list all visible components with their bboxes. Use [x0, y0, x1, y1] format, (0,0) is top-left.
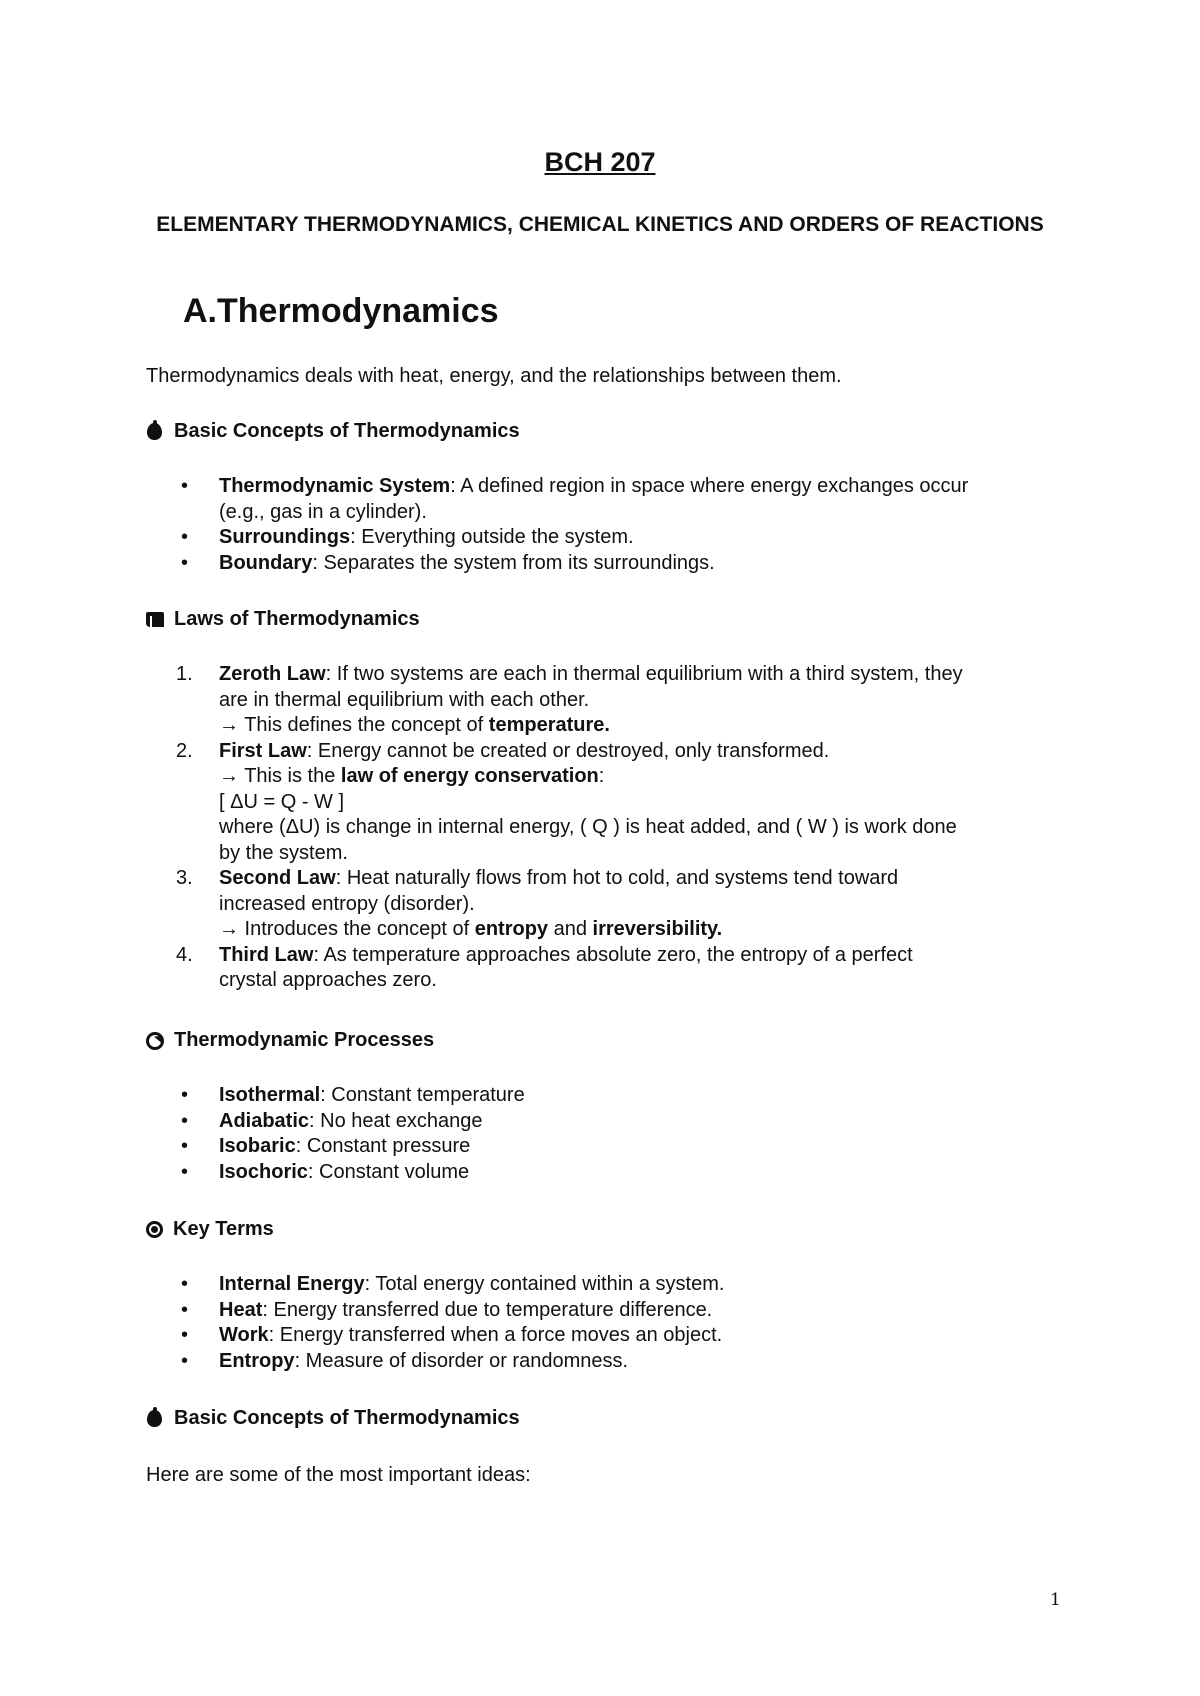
bullet: • [181, 1160, 189, 1183]
list-item [146, 1349, 1086, 1375]
bullet: • [181, 526, 189, 548]
section-title: A.Thermodynamics [183, 292, 499, 330]
term: First Law [219, 739, 307, 762]
arrow-note: → This defines the concept of [219, 714, 489, 736]
equation-explanation-cont: by the system. [219, 841, 348, 864]
list-item [146, 1160, 1086, 1186]
term: Boundary [219, 551, 313, 574]
list-item [146, 1323, 1086, 1349]
term: Internal Energy [219, 1273, 365, 1295]
list-item [146, 525, 1086, 551]
bullet: • [181, 1273, 189, 1295]
term: Surroundings [219, 526, 351, 548]
term: Thermodynamic System [219, 475, 451, 497]
arrow-post: : [598, 765, 605, 787]
list-item [146, 739, 1086, 867]
key-terms-list [146, 1272, 1086, 1374]
list-item [146, 943, 1086, 994]
bullet: • [181, 1109, 189, 1132]
bullet: • [181, 1135, 189, 1157]
definition: : Constant volume [307, 1160, 470, 1183]
cycle-icon [146, 1032, 164, 1050]
heading-text: Key Terms [173, 1218, 274, 1240]
term: Isobaric [219, 1135, 296, 1157]
arrow-term-2: irreversibility. [592, 918, 723, 940]
laws-list [146, 662, 1086, 994]
definition: : Total energy contained within a system. [364, 1273, 725, 1295]
definition-cont: increased entropy (disorder). [219, 892, 475, 915]
definition: : Constant temperature [320, 1084, 525, 1106]
processes-heading [146, 1029, 434, 1052]
term: Heat [219, 1298, 263, 1321]
list-item [146, 1109, 1086, 1135]
definition: : Measure of disorder or randomness. [294, 1349, 629, 1372]
equation-explanation: where (ΔU) is change in internal energy, ( Q ) is heat added, and ( W ) is work done [219, 816, 957, 838]
definition: : Separates the system from its surroundings. [312, 551, 715, 574]
basic-concepts-list [146, 474, 1086, 576]
list-item [146, 866, 1086, 943]
heading-text: Thermodynamic Processes [174, 1029, 435, 1051]
equation: [ ΔU = Q - W ] [219, 790, 345, 813]
drop-icon [146, 422, 164, 442]
bullet: • [181, 1324, 189, 1346]
item-number: 2. [176, 739, 193, 762]
term: Third Law [219, 943, 314, 966]
term: Second Law [219, 867, 336, 889]
arrow-mid: and [548, 918, 593, 940]
definition: : Energy transferred when a force moves an object. [268, 1324, 723, 1346]
definition: : If two systems are each in thermal equilibrium with a third system, they [325, 663, 963, 685]
basic-concepts-heading-2 [146, 1407, 520, 1430]
bullet: • [181, 1349, 189, 1372]
page-number: 1 [1050, 1590, 1061, 1610]
bullet: • [181, 1298, 189, 1321]
term: Isochoric [219, 1160, 308, 1183]
processes-list [146, 1083, 1086, 1185]
definition: : No heat exchange [309, 1109, 483, 1132]
definition-cont: are in thermal equilibrium with each other. [219, 688, 590, 711]
definition: : Heat naturally flows from hot to cold, and systems tend toward [335, 867, 899, 889]
arrow-term: temperature. [488, 714, 610, 736]
document-subtitle: ELEMENTARY THERMODYNAMICS, CHEMICAL KINETICS AND ORDERS OF REACTIONS [156, 213, 1044, 236]
bullet: • [181, 551, 189, 574]
list-item [146, 1134, 1086, 1160]
list-item [146, 1083, 1086, 1109]
heading-text: Basic Concepts of Thermodynamics [174, 1407, 520, 1429]
key-terms-heading [146, 1218, 274, 1241]
list-item [146, 1298, 1086, 1324]
basic-concepts-heading [146, 420, 520, 443]
term: Work [219, 1324, 269, 1346]
heading-text: Laws of Thermodynamics [174, 608, 420, 630]
definition-cont: crystal approaches zero. [219, 969, 437, 991]
arrow-note: → Introduces the concept of [219, 918, 475, 940]
laws-heading [146, 608, 420, 631]
list-item [146, 662, 1086, 739]
closing-paragraph: Here are some of the most important ideas: [146, 1464, 531, 1486]
arrow-term: entropy [474, 918, 549, 940]
list-item [146, 551, 1086, 577]
definition: : Everything outside the system. [350, 526, 634, 548]
term: Adiabatic [219, 1109, 310, 1132]
heading-text: Basic Concepts of Thermodynamics [174, 420, 520, 442]
item-number: 3. [176, 867, 193, 889]
definition: : Energy cannot be created or destroyed, only transformed. [306, 739, 830, 762]
item-number: 1. [176, 663, 193, 685]
definition: : A defined region in space where energy exchanges occur [450, 475, 969, 497]
gear-icon [146, 1221, 163, 1238]
definition-cont: (e.g., gas in a cylinder). [219, 500, 427, 523]
list-item [146, 1272, 1086, 1298]
intro-paragraph: Thermodynamics deals with heat, energy, and the relationships between them. [146, 365, 842, 387]
drop-icon [146, 1409, 164, 1429]
item-number: 4. [176, 943, 193, 966]
term: Isothermal [219, 1084, 321, 1106]
arrow-note: → This is the [219, 765, 341, 787]
bullet: • [181, 1084, 189, 1106]
book-icon [146, 610, 164, 630]
term: Zeroth Law [219, 663, 326, 685]
arrow-term: law of energy conservation [340, 765, 599, 787]
definition: : Energy transferred due to temperature difference. [262, 1298, 713, 1321]
definition: : As temperature approaches absolute zero, the entropy of a perfect [313, 943, 913, 966]
definition: : Constant pressure [295, 1135, 471, 1157]
bullet: • [181, 475, 189, 497]
course-code: BCH 207 [544, 147, 656, 177]
list-item [146, 474, 1086, 525]
term: Entropy [219, 1349, 295, 1372]
